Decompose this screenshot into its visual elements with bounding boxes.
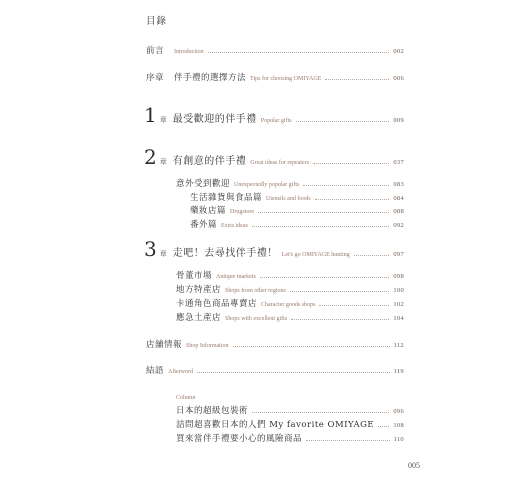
chapter-number: 2 (144, 145, 157, 169)
entry-title: 應急土產店 (176, 313, 222, 323)
entry-english: Tips for choosing OMIYAGE (250, 76, 322, 82)
page-number: 037 (393, 159, 404, 166)
page-number: 108 (393, 422, 404, 429)
page-number: 083 (393, 181, 404, 188)
toc-entry-chapter-2[interactable] (144, 145, 404, 169)
page-number: 104 (393, 315, 404, 322)
dot-leader (354, 255, 390, 256)
chapter-number: 3 (144, 237, 157, 261)
entry-english: Shops from other regions (225, 288, 286, 294)
dot-leader (303, 185, 389, 186)
toc-entry-subsection[interactable] (190, 218, 404, 230)
toc-entry-section[interactable] (176, 297, 404, 309)
dot-leader (325, 79, 389, 80)
entry-title: 意外受到歡迎 (176, 179, 231, 189)
dot-leader (378, 426, 389, 427)
entry-title: 有創意的伴手禮 (172, 156, 247, 167)
entry-english: Extra ideas (221, 223, 248, 229)
dot-leader (291, 319, 389, 320)
page-number: 096 (393, 408, 404, 415)
entry-english: Popular gifts (260, 118, 292, 124)
entry-title: 日本的超級包裝術 (176, 406, 249, 416)
entry-english: Afterword (168, 369, 194, 375)
entry-title: 骨董市場 (176, 271, 213, 281)
entry-english: Let's go OMIYAGE hunting (281, 252, 350, 258)
entry-english: Character goods shops (261, 302, 316, 308)
entry-english: Shop Information (186, 343, 229, 349)
dot-leader (260, 277, 390, 278)
dot-leader (313, 163, 389, 164)
page-number: 097 (393, 251, 404, 258)
entry-label: 前言 (146, 46, 165, 56)
toc-entry-subsection[interactable] (190, 204, 404, 216)
entry-title: 生活雜貨與食品篇 (190, 193, 263, 203)
toc-entry-preface[interactable] (146, 44, 404, 56)
entry-title: 卡通角色商品專賣店 (176, 299, 258, 309)
dot-leader (319, 305, 389, 306)
chapter-marker: 章 (159, 250, 167, 258)
dot-leader (315, 199, 390, 200)
page-folio: 005 (408, 461, 420, 470)
chapter-marker: 章 (159, 158, 167, 166)
entry-english: Drugstore (230, 209, 255, 215)
toc-entry-prologue[interactable] (146, 71, 404, 83)
page-number: 098 (393, 273, 404, 280)
entry-title: 買來當伴手禮要小心的風險商品 (176, 434, 303, 444)
entry-title: 結語 (146, 366, 165, 376)
column-item[interactable] (176, 432, 404, 444)
entry-english: Introduction (174, 49, 204, 55)
dot-leader (252, 226, 390, 227)
dot-leader (252, 412, 389, 413)
dot-leader (306, 440, 390, 441)
entry-title: 地方特產店 (176, 285, 222, 295)
column-label: Column (176, 395, 196, 401)
toc-entry-subsection[interactable] (190, 191, 404, 203)
entry-title: 店舖情報 (146, 340, 183, 350)
page-number: 119 (393, 368, 404, 375)
toc-entry-section[interactable] (176, 283, 404, 295)
dot-leader (258, 212, 389, 213)
page-number: 110 (393, 436, 404, 443)
entry-english: Antique markets (216, 274, 256, 280)
dot-leader (208, 52, 390, 53)
toc-entry-section[interactable] (176, 177, 404, 189)
page-number: 088 (393, 208, 404, 215)
toc-entry-section[interactable] (176, 269, 404, 281)
dot-leader (197, 372, 390, 373)
page-number: 112 (393, 342, 404, 349)
page-number: 006 (393, 75, 404, 82)
toc-entry-shop-info[interactable] (146, 338, 404, 350)
entry-title: 最受歡迎的伴手禮 (172, 114, 257, 125)
toc-entry-chapter-3[interactable] (144, 237, 404, 261)
toc-title: 目錄 (146, 16, 168, 27)
column-item[interactable] (176, 404, 404, 416)
dot-leader (290, 291, 390, 292)
page-number: 100 (393, 287, 404, 294)
page-number: 009 (393, 117, 404, 124)
chapter-number: 1 (144, 103, 157, 127)
chapter-marker: 章 (159, 116, 167, 124)
entry-title: 詰問超喜歡日本的人們 My favorite OMIYAGE (176, 420, 375, 430)
entry-english: Great ideas for repeaters (250, 160, 310, 166)
entry-english: Shops with excellent gifts (225, 316, 288, 322)
dot-leader (233, 346, 390, 347)
entry-title: 走吧！去尋找伴手禮！ (172, 248, 278, 259)
entry-title: 番外篇 (190, 220, 218, 230)
toc-entry-section[interactable] (176, 311, 404, 323)
toc-entry-chapter-1[interactable] (144, 103, 404, 127)
entry-english: Unexpectedly popular gifts (234, 182, 300, 188)
page-number: 092 (393, 222, 404, 229)
page-number: 102 (393, 301, 404, 308)
page-number: 084 (393, 195, 404, 202)
entry-title: 藥妝店篇 (190, 206, 227, 216)
toc-entry-afterword[interactable] (146, 364, 404, 376)
dot-leader (296, 121, 390, 122)
page-number: 002 (393, 48, 404, 55)
column-item[interactable] (176, 418, 404, 430)
entry-english: Utensils and foods (266, 196, 311, 202)
entry-label: 序章 (146, 73, 165, 83)
entry-title: 伴手禮的選擇方法 (174, 73, 247, 83)
